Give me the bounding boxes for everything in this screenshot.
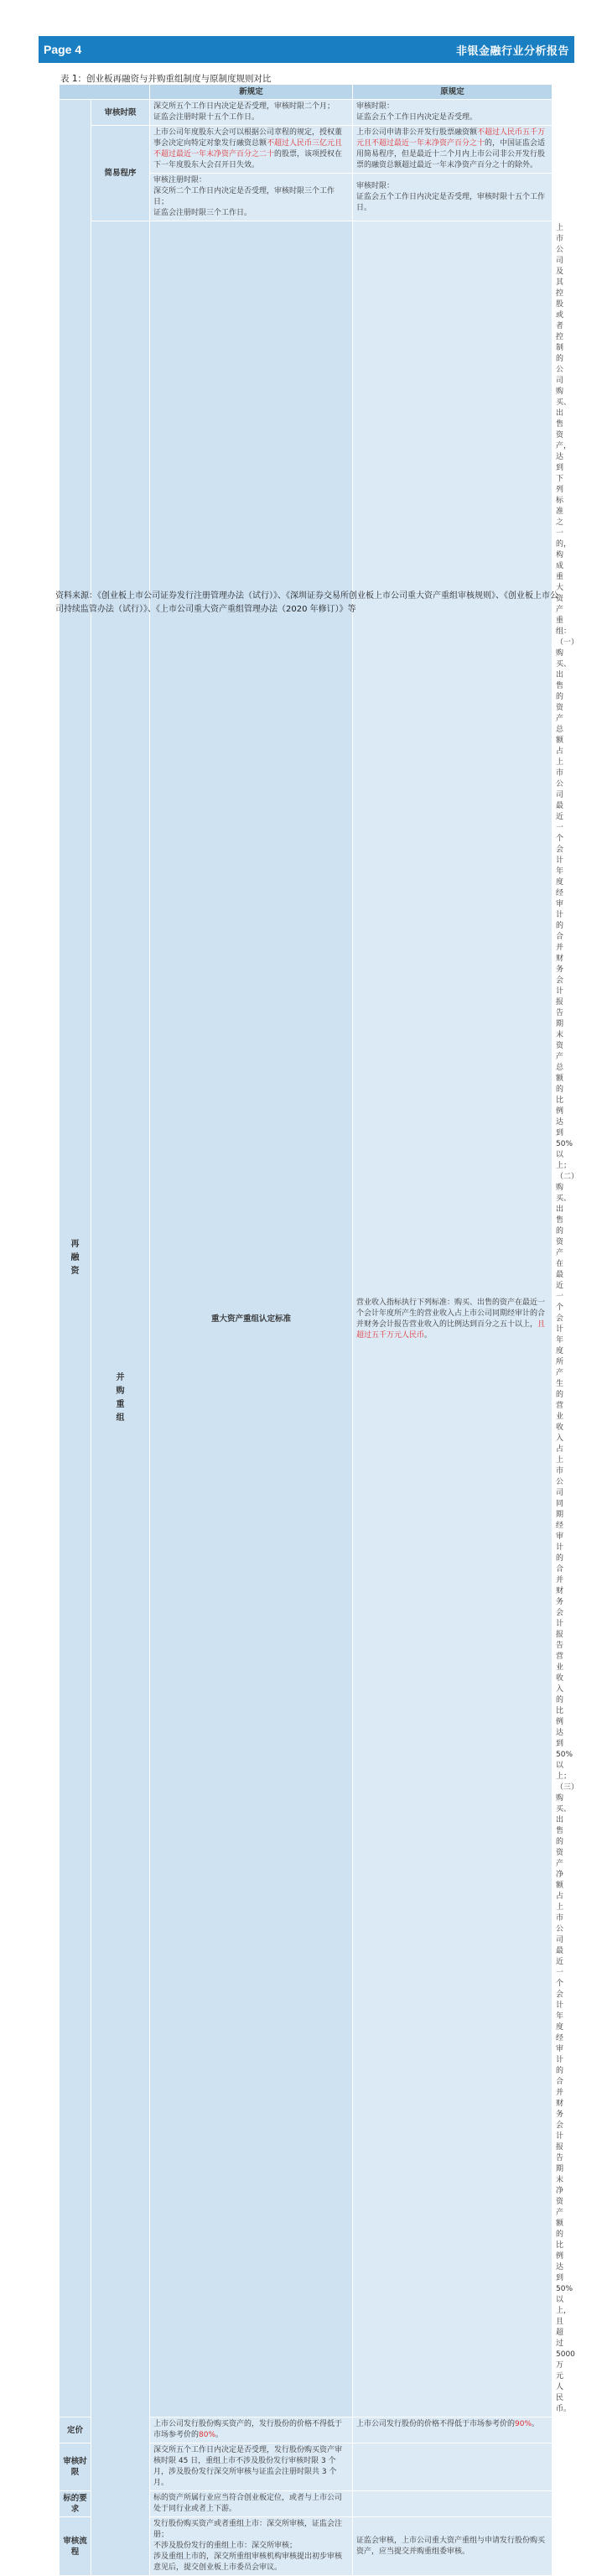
old-pricing: 上市公司发行股份的价格不得低于市场参考价的90%。 xyxy=(353,2417,553,2443)
page-number: Page 4 xyxy=(44,43,82,56)
new-review-time: 深交所五个工作日内决定是否受理，审核时限二个月； 证监会注册时限十五个工作日。 xyxy=(150,100,353,126)
table-caption: 表 1：创业板再融资与并购重组制度与原制度规则对比 xyxy=(60,74,272,84)
row-label-review-process: 审核流程 xyxy=(60,2517,91,2576)
source-note: 资料来源：《创业板上市公司证券发行注册管理办法（试行）》、《深圳证券交易所创业板上市公司重大资产重组审核规则》、《创业板上市公司持续监管办法（试行）》、《上市公司重大资产重组管理办法（2020 年修订）》等 xyxy=(55,591,558,614)
group-ma: 并购重组 xyxy=(91,221,150,2576)
new-simple-procedure: 上市公司年度股东大会可以根据公司章程的规定，授权董事会决定向特定对象发行融资总额不超过人民币三亿元且不超过最近一年末净资产百分之二十的股票，该项授权在下一年度股东大会召开日失效。 xyxy=(150,126,353,174)
row-label-pricing: 定价 xyxy=(60,2417,91,2443)
table-row: 并购重组 重大资产重组认定标准 营业收入指标执行下列标准：购买、出售的资产在最近一个会计年度所产生的营业收入占上市公司同期经审计的合并财务会计报告营业收入的比例达到百分之五十以上，且超过五千万元人民币。 上市公司及其控股或者控制的公司购买、出售资产，达到下列标准之一的，构成重大资产重组： （一）购买、出售的资产总额占上市公司最近一个会计年度经审计的合并财务会计报告期末资产总额的比例达到 50%以上； （二）购买、出售的资产在最近一个会计年度所产生的营业收入占上市公司同期经审计的合并财务会计报告营业收入的比例达到 50%以上； （三）购买、出售的资产净额占上市公司最近一个会计年度经审计的合并财务会计报告期末净资产额的比例达到 50%以上，且超过 5000 万元人民币。 xyxy=(60,221,553,2417)
page-header xyxy=(39,36,574,63)
row-label-review-time: 审核时限 xyxy=(91,100,150,126)
header-blank xyxy=(60,85,150,100)
table-row xyxy=(60,126,553,174)
header-old-rules: 原规定 xyxy=(353,85,553,100)
old-simple-procedure: 上市公司申请非公开发行股票融资额不超过人民币五千万元且不超过最近一年末净资产百分之十的，中国证监会适用简易程序，但是最近十二个月内上市公司非公开发行股票的融资总额超过最近一年末净资产百分之十的除外。 xyxy=(353,126,553,174)
report-title: 非银金融行业分析报告 xyxy=(455,44,569,58)
new-target-requirement: 标的资产所属行业应当符合创业板定位，或者与上市公司处于同行业或者上下游。 xyxy=(150,2491,353,2517)
table-row xyxy=(60,100,553,126)
old-target-requirement xyxy=(353,2491,553,2517)
new-simple-registration-time: 审核注册时限： 深交所二个工作日内决定是否受理，审核时限三个工作日； 证监会注册时限三个工作日。 xyxy=(150,174,353,221)
row-label-target-requirement: 标的要求 xyxy=(60,2491,91,2517)
row-label-ma-review-time: 审核时限 xyxy=(60,2443,91,2491)
group-refinance: 再融资 xyxy=(60,100,91,2417)
old-review-process: 证监会审核，上市公司重大资产重组与申请发行股份购买资产，应当提交并购重组委审核。 xyxy=(353,2517,553,2576)
new-restructuring-standard: 营业收入指标执行下列标准：购买、出售的资产在最近一个会计年度所产生的营业收入占上市公司同期经审计的合并财务会计报告营业收入的比例达到百分之五十以上，且超过五千万元人民币。 xyxy=(353,221,553,2417)
new-ma-review-time: 深交所五个工作日内决定是否受理，发行股份购买资产审核时限 45 日，重组上市不涉及股份发行审核时限 3 个月，涉及股份发行深交所审核与证监会注册时限共 3 个月。 xyxy=(150,2443,353,2491)
new-review-process: 发行股份购买资产或者重组上市：深交所审核，证监会注册； 不涉及股份发行的重组上市：深交所审核； 涉及重组上市的，深交所重组审核机构审核提出初步审核意见后，提交创业板上市委员会审议。 xyxy=(150,2517,353,2576)
old-simple-registration-time: 审核时限： 证监会五个工作日内决定是否受理，审核时限十五个工作日。 xyxy=(353,174,553,221)
row-label-simple-procedure: 简易程序 xyxy=(91,126,150,221)
new-pricing: 上市公司发行股份购买资产的，发行股份的价格不得低于市场参考价的80%。 xyxy=(150,2417,353,2443)
old-ma-review-time xyxy=(353,2443,553,2491)
old-review-time: 审核时限： 证监会五个工作日内决定是否受理。 xyxy=(353,100,553,126)
table-header-row xyxy=(60,85,553,100)
header-new-rules: 新规定 xyxy=(150,85,353,100)
row-label-restructuring-standard: 重大资产重组认定标准 xyxy=(150,221,353,2417)
comparison-table xyxy=(59,84,579,2576)
